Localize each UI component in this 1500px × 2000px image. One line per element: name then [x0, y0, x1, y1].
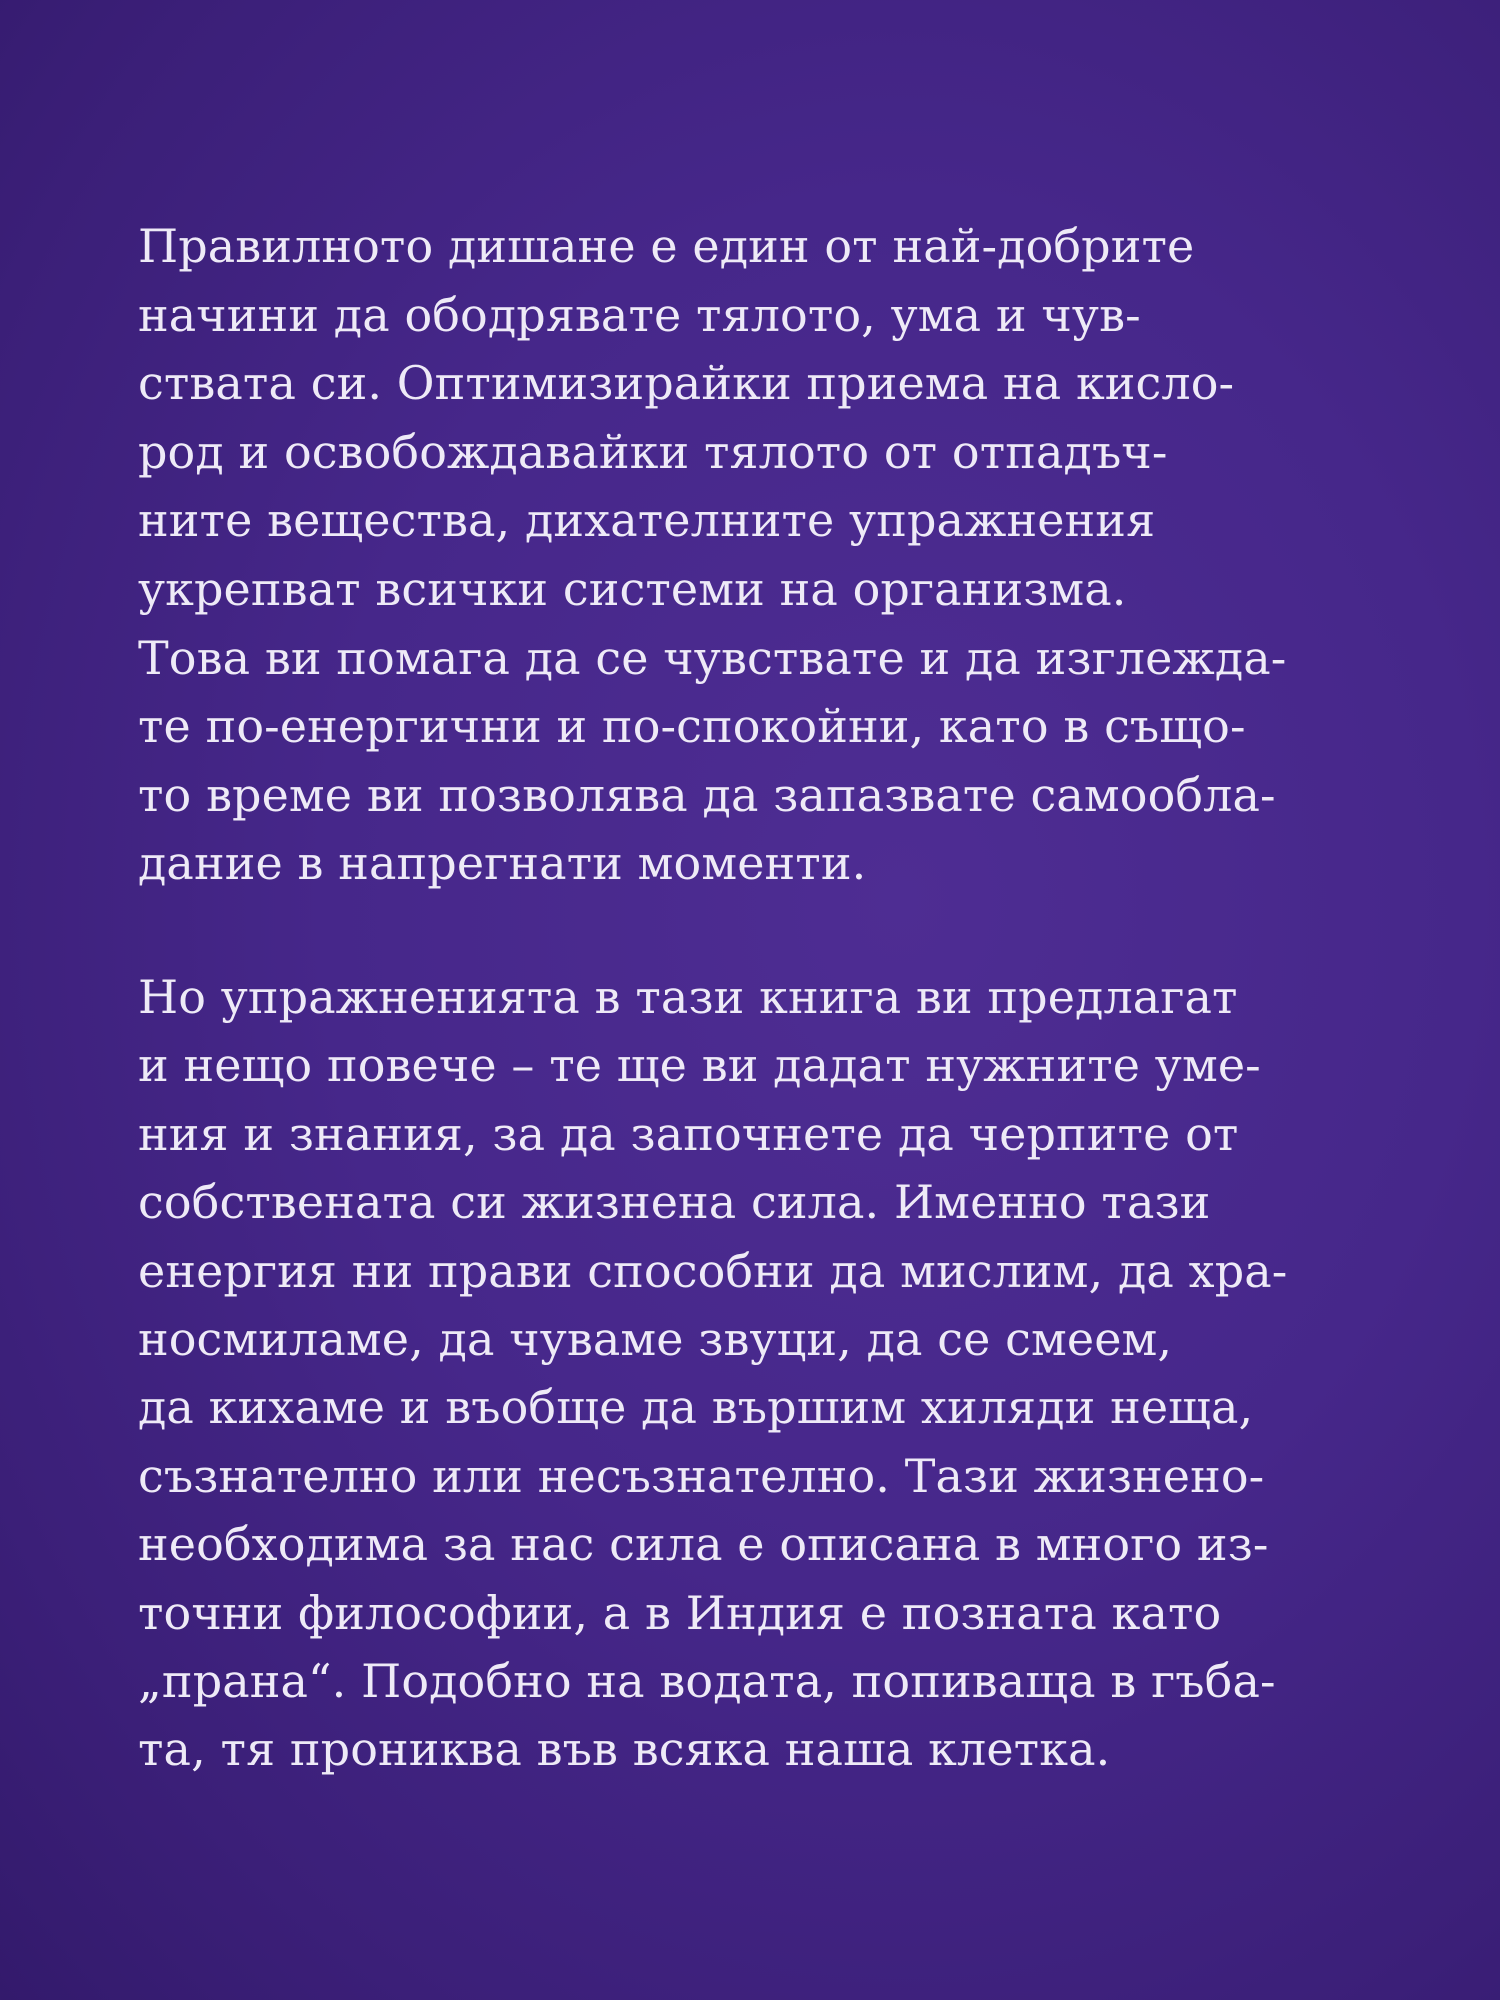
text-line: те по-енергични и по-спокойни, като в същo- — [138, 699, 1246, 754]
text-line: род и освобождавайки тялото от отпадъч- — [138, 424, 1168, 479]
text-line: дание в напрегнати моменти. — [138, 836, 867, 891]
text-line: Това ви помага да се чувствате и да изглежда- — [138, 630, 1287, 685]
paragraph-1 — [138, 212, 1438, 898]
text-line: та, тя прониква във всяка наша клетка. — [138, 1722, 1111, 1777]
text-line: „прана“. Подобно на водата, попиваща в гъба- — [138, 1654, 1276, 1709]
text-line: ния и знания, за да започнете да черпите от — [138, 1106, 1239, 1161]
text-line: точни философии, а в Индия е позната като — [138, 1585, 1222, 1640]
text-line: необходима за нас сила е описана в много из- — [138, 1517, 1269, 1572]
text-line: укрепват всички системи на организма. — [138, 561, 1127, 616]
text-line: да кихаме и въобще да вършим хиляди неща, — [138, 1380, 1254, 1435]
paragraph-2 — [138, 963, 1438, 1784]
text-line: Но упражненията в тази книга ви предлагат — [138, 970, 1238, 1024]
text-line: Правилното дишане е един от най-добрите — [138, 219, 1195, 273]
text-line: и нещо повече – те ще ви дадат нужните уме- — [138, 1038, 1261, 1093]
text-line: енергия ни прави способни да мислим, да хра- — [138, 1243, 1288, 1298]
text-line: то време ви позволява да запазвате самообла- — [138, 767, 1276, 822]
text-line: носмиламе, да чуваме звуци, да се смеем, — [138, 1312, 1173, 1367]
text-line: собствената си жизнена сила. Именно тази — [138, 1175, 1211, 1230]
text-line: съзнателно или несъзнателно. Тази жизнено- — [138, 1448, 1265, 1503]
text-line: ните вещества, дихателните упражнения — [138, 493, 1156, 548]
text-line: начини да ободрявате тялото, ума и чув- — [138, 287, 1141, 342]
text-line: ствата си. Оптимизирайки приема на кисло- — [138, 356, 1235, 411]
